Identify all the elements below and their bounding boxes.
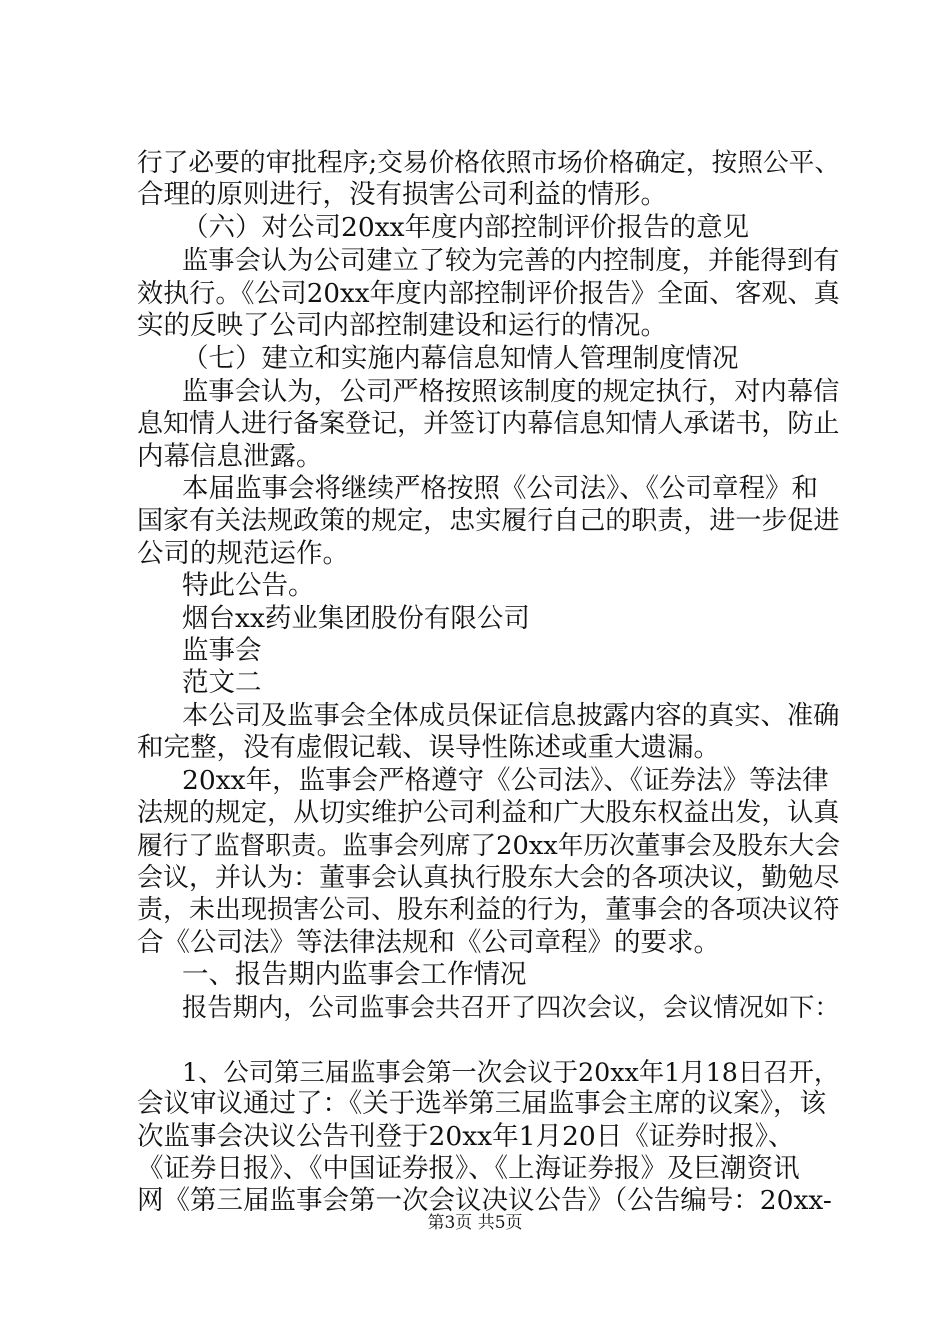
text-line: 20xx年，监事会严格遵守《公司法》、《证券法》等法律 <box>182 765 829 796</box>
text-line: 国家有关法规政策的规定，忠实履行自己的职责，进一步促进 <box>137 506 840 536</box>
text-line: 本届监事会将继续严格按照《公司法》、《公司章程》和 <box>182 473 818 504</box>
text-line: 责，未出现损害公司、股东利益的行为，董事会的各项决议符 <box>137 895 840 925</box>
text-line: 范文二 <box>182 667 262 698</box>
text-line: 一、报告期内监事会工作情况 <box>182 959 527 990</box>
text-line: 合《公司法》等法律法规和《公司章程》的要求。 <box>137 927 720 958</box>
text-line: 《证券日报》、《中国证券报》、《上海证券报》及巨潮资讯 <box>137 1153 800 1184</box>
text-line: 次监事会决议公告刊登于20xx年1月20日《证券时报》、 <box>137 1121 795 1152</box>
text-line: 实的反映了公司内部控制建设和运行的情况。 <box>137 310 667 341</box>
text-line: 网《第三届监事会第一次会议决议公告》（公告编号：20xx- <box>137 1185 832 1216</box>
text-line: 特此公告。 <box>182 570 315 601</box>
text-line: 公司的规范运作。 <box>137 538 349 569</box>
text-line: 会议，并认为：董事会认真执行股东大会的各项决议，勤勉尽 <box>137 863 840 893</box>
text-line: 内幕信息泄露。 <box>137 441 323 472</box>
text-line: 监事会认为，公司严格按照该制度的规定执行，对内幕信 <box>182 377 840 407</box>
page-footer: 第3页 共5页 <box>427 1213 523 1233</box>
text-line: 1、公司第三届监事会第一次会议于20xx年1月18日召开， <box>182 1057 840 1087</box>
text-line: 履行了监督职责。监事会列席了20xx年历次董事会及股东大会 <box>137 831 840 861</box>
text-line: 本公司及监事会全体成员保证信息披露内容的真实、准确 <box>182 701 840 731</box>
text-line: （七）建立和实施内幕信息知情人管理制度情况 <box>182 343 739 374</box>
text-line: 息知情人进行备案登记，并签订内幕信息知情人承诺书，防止 <box>137 409 840 439</box>
text-line: 报告期内，公司监事会共召开了四次会议，会议情况如下： <box>182 993 840 1022</box>
text-line: 效执行。《公司20xx年度内部控制评价报告》全面、客观、真 <box>137 279 840 309</box>
text-line: （六）对公司20xx年度内部控制评价报告的意见 <box>182 212 750 243</box>
text-line: 会议审议通过了：《关于选举第三届监事会主席的议案》，该 <box>137 1088 826 1119</box>
text-line: 烟台xx药业集团股份有限公司 <box>182 603 530 634</box>
text-line: 监事会 <box>182 635 262 666</box>
text-line: 合理的原则进行，没有损害公司利益的情形。 <box>137 179 667 210</box>
text-line: 行了必要的审批程序;交易价格依照市场价格确定，按照公平、 <box>137 148 841 178</box>
text-line: 和完整，没有虚假记载、误导性陈述或重大遗漏。 <box>137 732 720 763</box>
text-line: 法规的规定，从切实维护公司利益和广大股东权益出发，认真 <box>137 798 840 828</box>
text-line: 监事会认为公司建立了较为完善的内控制度，并能得到有 <box>182 246 840 276</box>
